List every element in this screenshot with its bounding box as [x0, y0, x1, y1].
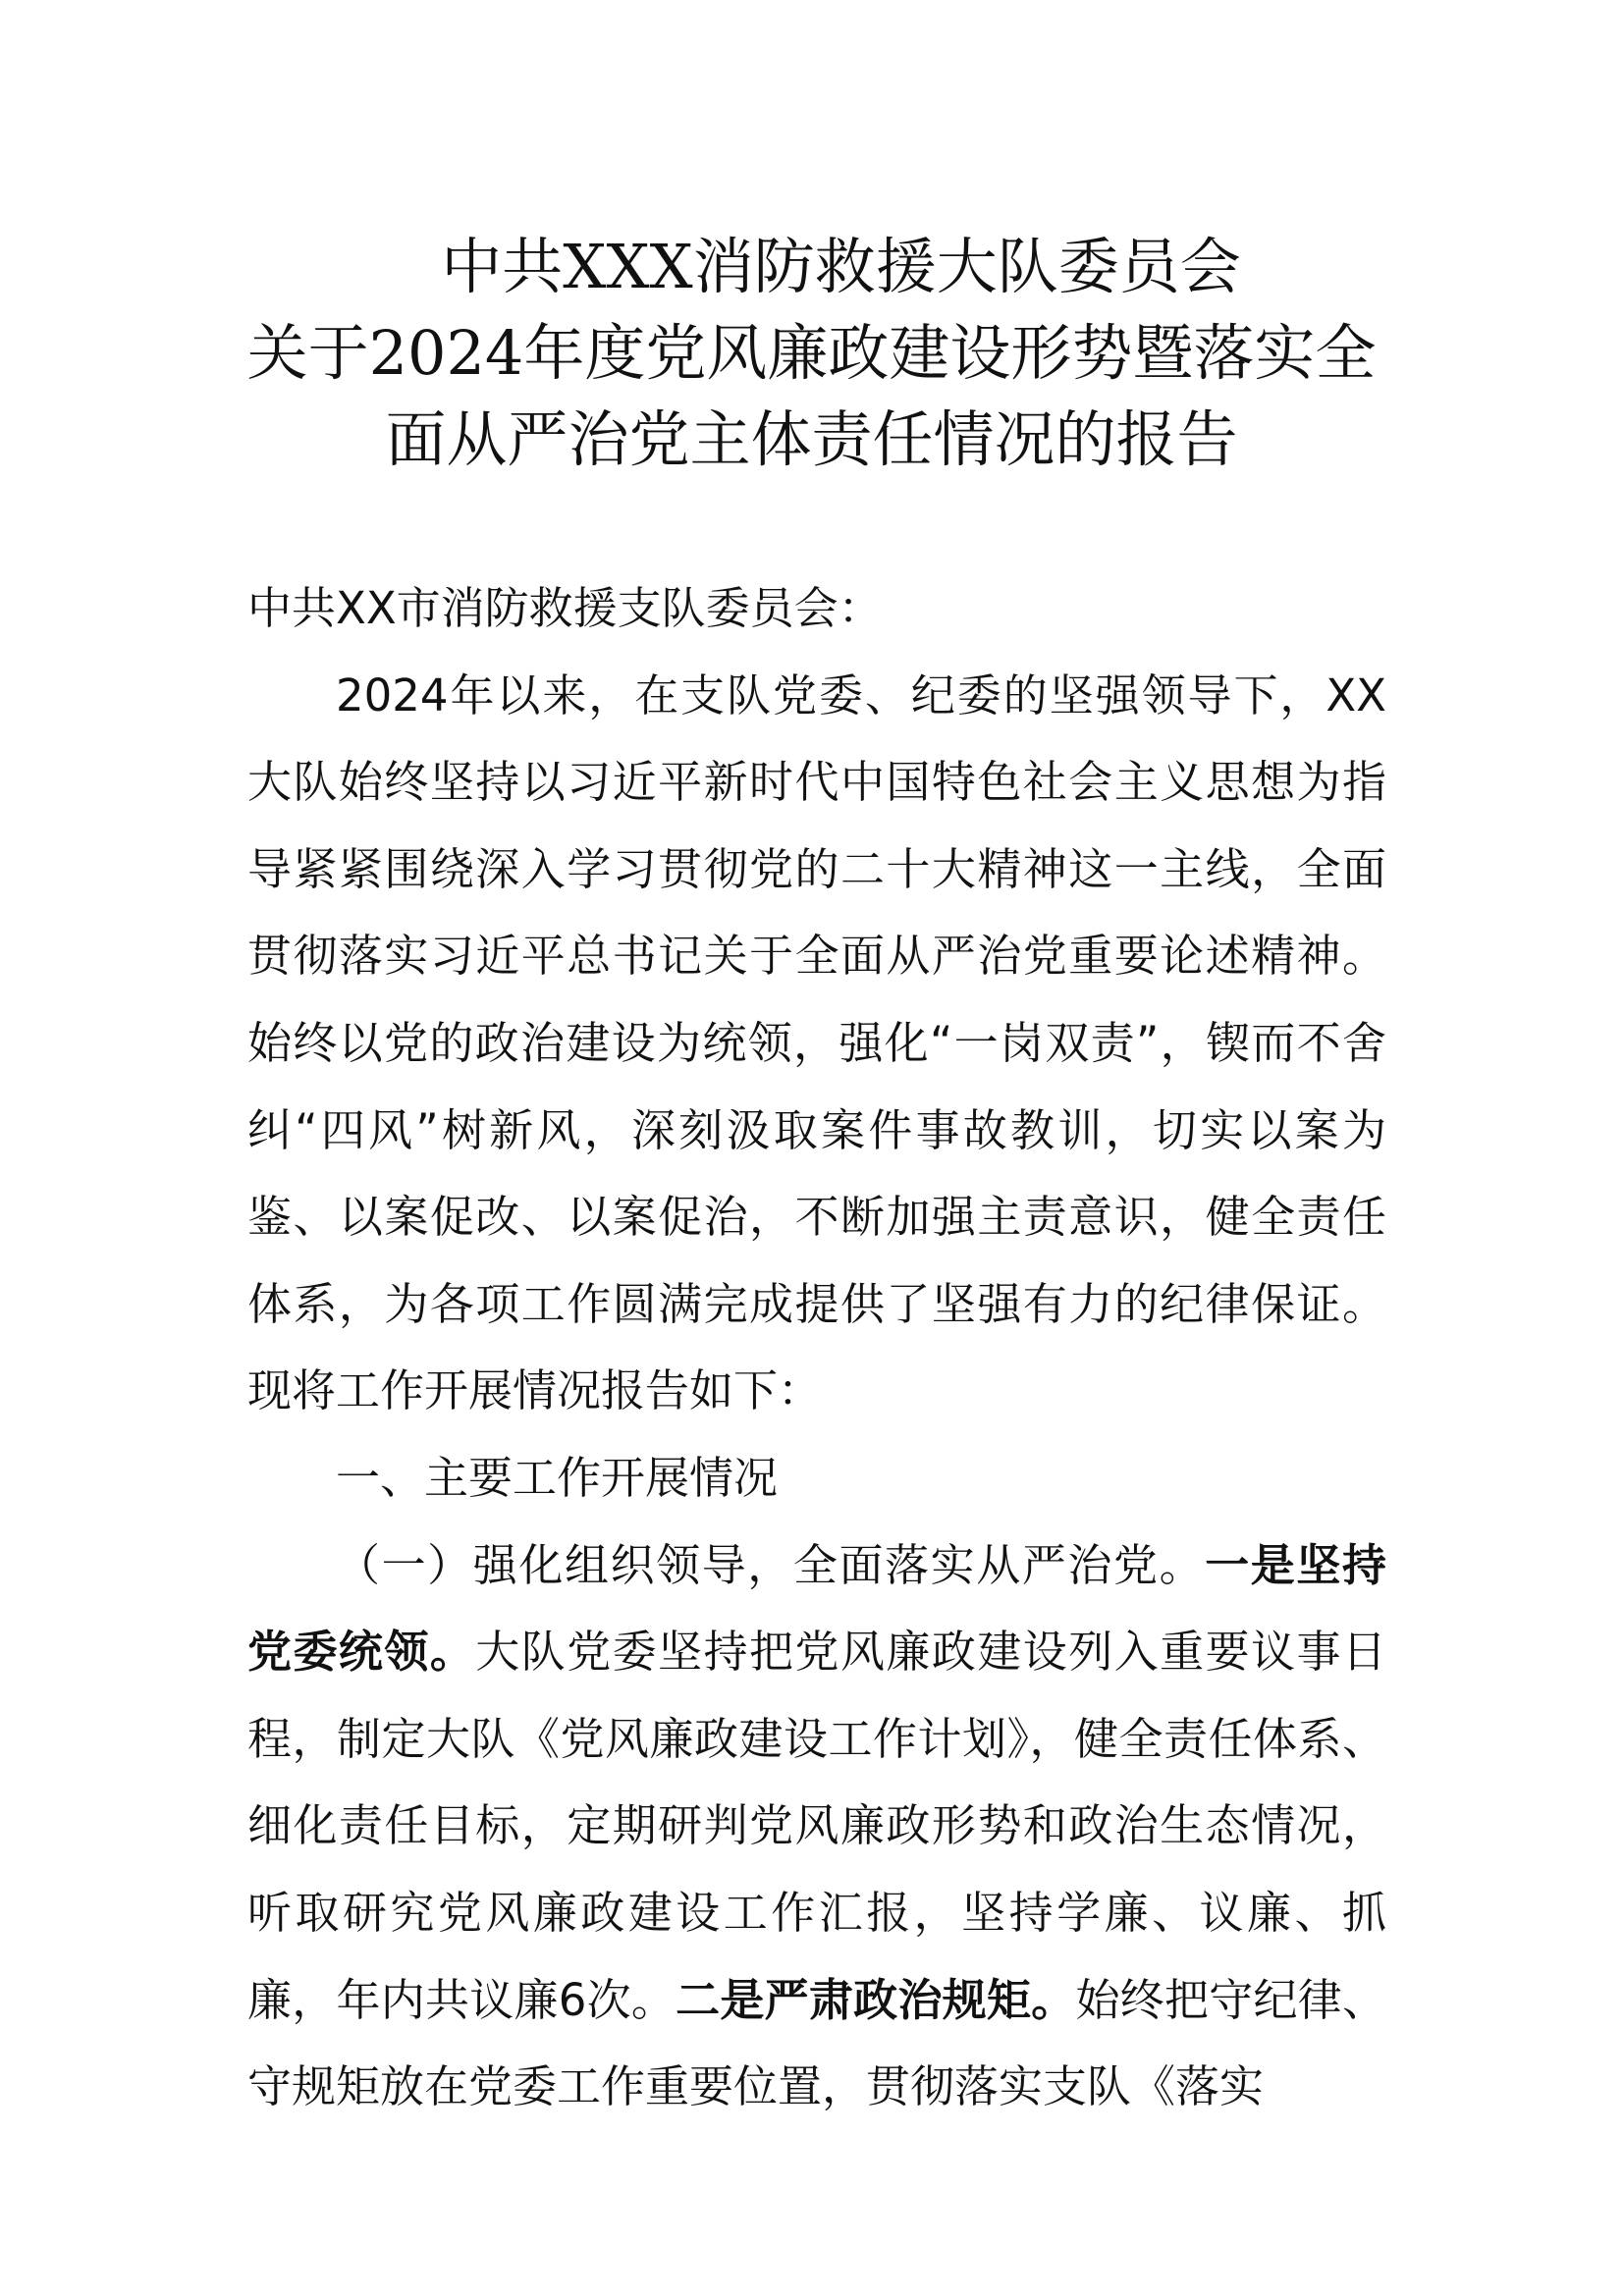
point-2-text: 始终把守纪律、守规矩放在党委工作重要位置，贯彻落实支队《落实 — [247, 1973, 1386, 2113]
subsection-paragraph — [247, 1522, 1386, 2131]
point-1-text: 大队党委坚持把党风廉政建设列入重要议事日程，制定大队《党风廉政建设工作计划》，健全责任体系、细化责任目标，定期研判党风廉政形势和政治生态情况，听取研究党风廉政建设工作汇报，坚持学廉、议廉、抓廉，年内共议廉6次。 — [247, 1626, 1386, 2026]
intro-paragraph: 2024年以来，在支队党委、纪委的坚强领导下，XX大队始终坚持以习近平新时代中国特色社会主义思想为指导紧紧围绕深入学习贯彻党的二十大精神这一主线，全面贯彻落实习近平总书记关于全面从严治党重要论述精神。始终以党的政治建设为统领，强化“一岗双责”，锲而不舍纠“四风”树新风，深刻汲取案件事故教训，切实以案为鉴、以案促改、以案促治，不断加强主责意识，健全责任体系，为各项工作圆满完成提供了坚强有力的纪律保证。现将工作开展情况报告如下： — [247, 668, 1386, 1417]
title-line-2: 关于2024年度党风廉政建设形势暨落实全 — [246, 317, 1377, 389]
document-body — [247, 565, 1386, 2131]
title-line-1: 中共XXX消防救援大队委员会 — [441, 231, 1241, 302]
section-heading: 一、主要工作开展情况 — [336, 1451, 779, 1504]
document-title — [196, 224, 1427, 483]
point-2-title: 二是严肃政治规矩。 — [676, 1973, 1076, 2026]
point-1-title: 一是坚持党委统领。 — [247, 1538, 1386, 1679]
salutation: 中共XX市消防救援支队委员会： — [247, 582, 883, 634]
title-line-3: 面从严治党主体责任情况的报告 — [385, 403, 1238, 475]
subsection-heading: （一）强化组织领导，全面落实从严治党。 — [336, 1538, 1206, 1591]
